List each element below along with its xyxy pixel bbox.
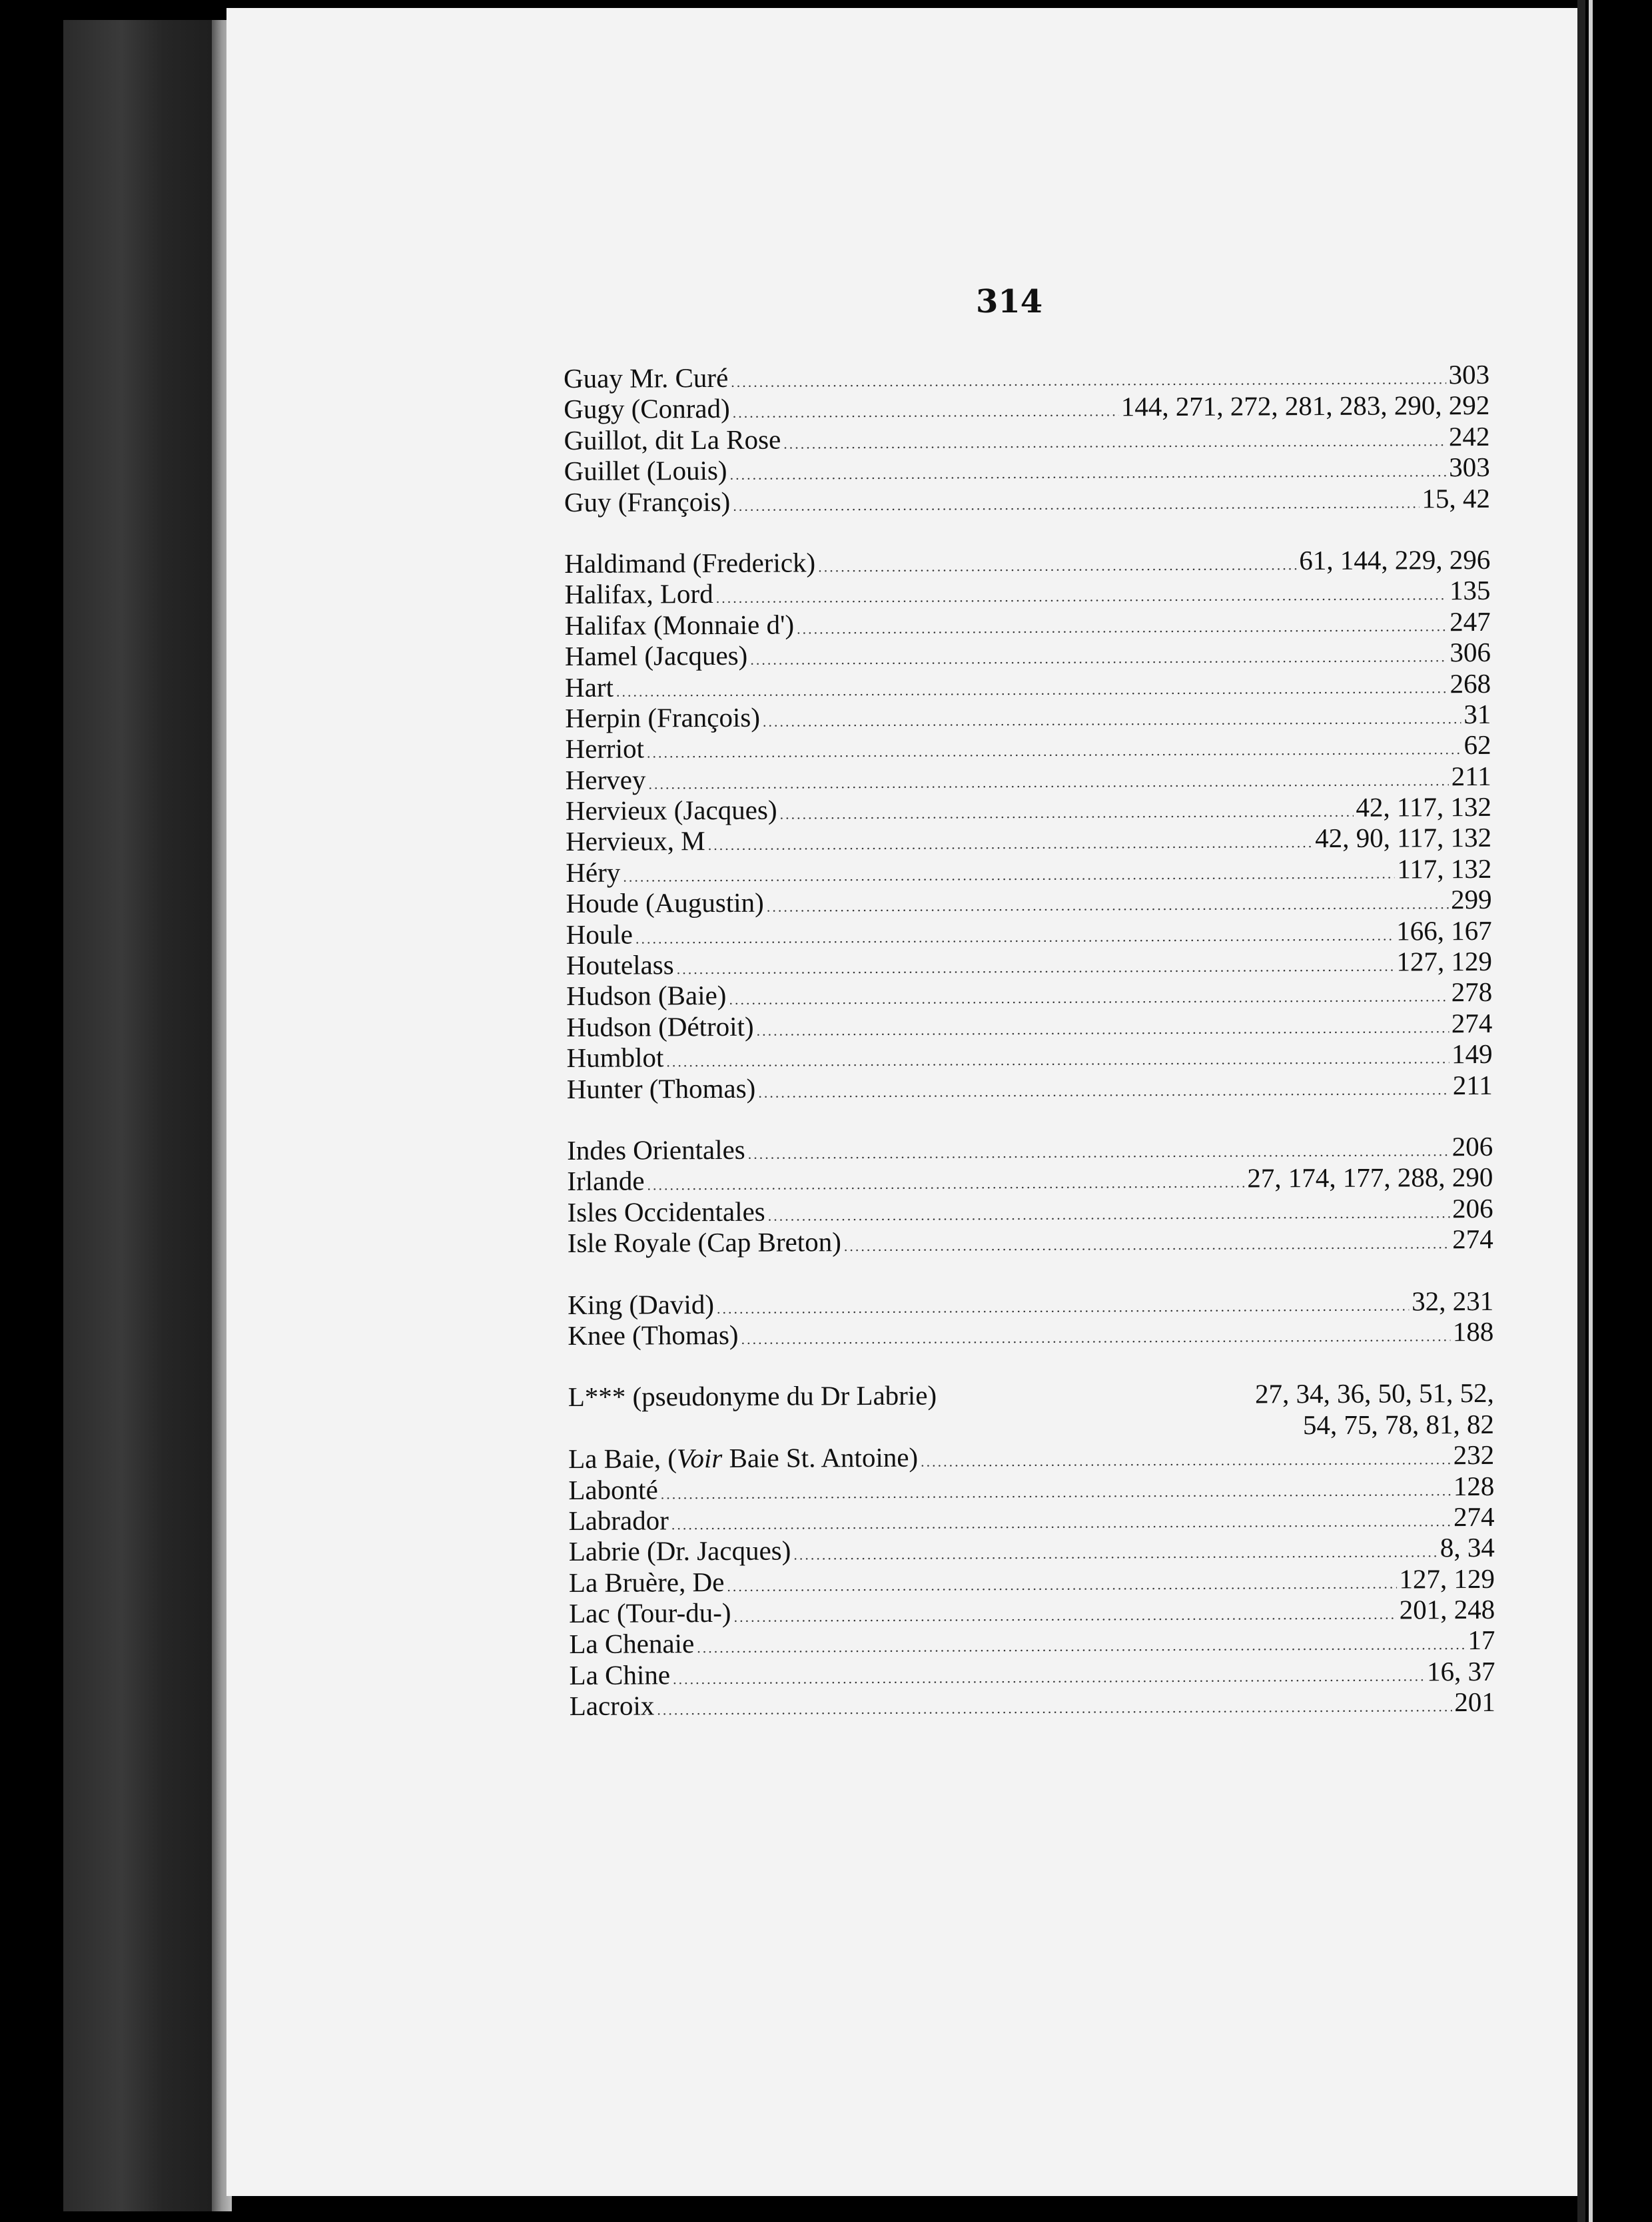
entry-name: Guay Mr. Curé [564,362,729,394]
leader-dots [673,1661,1424,1694]
leader-dots [647,734,1461,769]
entry-name: L*** (pseudonyme du Dr Labrie) [568,1379,937,1413]
leader-dots [666,1043,1449,1078]
entry-name: Houtelass [566,949,674,981]
entry-pages: 232 [1453,1439,1495,1471]
leader-dots [733,1599,1396,1633]
entry-name: Isle Royale (Cap Breton) [567,1226,841,1259]
index-entry [567,1131,1493,1166]
entry-pages: 16, 37 [1426,1655,1495,1687]
leader-dots [750,641,1447,675]
entry-name: Hudson (Baie) [566,980,727,1012]
leader-dots [708,828,1313,861]
entry-pages: 62 [1463,729,1491,761]
entry-name: Halifax (Monnaie d') [564,609,795,641]
entry-pages: 278 [1451,976,1493,1008]
leader-dots [797,611,1447,645]
entry-name: Hamel (Jacques) [564,639,748,672]
entry-name: La Bruère, De [568,1566,725,1598]
entry-pages: 8, 34 [1440,1532,1495,1563]
entry-name: Hervey [565,764,646,795]
entry-pages: 27, 174, 177, 288, 290 [1247,1162,1493,1194]
entry-name: Labrie (Dr. Jacques) [568,1535,791,1567]
entry-pages: 247 [1449,605,1491,637]
entry-pages: 128 [1453,1470,1495,1501]
entry-name: Haldimand (Frederick) [564,547,816,579]
entry-pages: 27, 34, 36, 50, 51, 52, [1254,1377,1494,1409]
leader-dots [757,1012,1449,1046]
entry-pages: 17 [1467,1625,1495,1656]
entry-pages: 42, 117, 132 [1356,791,1492,823]
leader-dots [768,1198,1450,1232]
entry-name: Gugy (Conrad) [564,393,730,425]
entry-name: Halifax, Lord [564,578,713,610]
entry-name: Herpin (François) [565,701,761,733]
entry-name: La Baie, (Voir Baie St. Antoine) [568,1441,919,1475]
page-number: 314 [976,283,1043,320]
entry-pages: 211 [1451,760,1491,791]
entry-name: Hunter (Thomas) [566,1072,756,1104]
leader-dots [717,1290,1409,1324]
entry-pages: 303 [1449,452,1490,483]
entry-pages: 206 [1451,1192,1493,1224]
entry-pages: 268 [1449,667,1491,699]
index-entry [564,359,1489,394]
book-spine [63,20,230,2211]
index-entry [564,544,1490,579]
entry-name: Héry [566,857,621,888]
entry-pages: 61, 144, 229, 296 [1299,544,1491,576]
leader-dots [727,1568,1396,1602]
leader-dots [729,456,1446,490]
entry-pages: 127, 129 [1399,1563,1495,1595]
leader-dots [793,1537,1438,1571]
leader-dots [733,396,1118,429]
entry-pages: 274 [1453,1501,1495,1533]
leader-dots [921,1444,1451,1477]
entry-name: Hudson (Détroit) [566,1010,754,1042]
entry-pages: 117, 132 [1397,853,1492,885]
entry-pages: 149 [1451,1038,1493,1070]
leader-dots [844,1228,1450,1262]
entry-name: Hervieux, M [566,825,705,857]
entry-name: Humblot [566,1042,664,1074]
leader-dots [716,580,1447,614]
entry-name: Labonté [568,1473,658,1505]
leader-dots [783,426,1446,460]
leader-dots [733,488,1419,522]
leader-dots [729,982,1448,1016]
entry-pages: 206 [1451,1130,1493,1162]
entry-name: King (David) [568,1288,715,1320]
leader-dots [657,1691,1451,1726]
entry-pages: 166, 167 [1396,915,1492,946]
entry-pages: 201 [1454,1686,1495,1718]
leader-dots [661,1475,1451,1510]
entry-pages: 144, 271, 272, 281, 283, 290, 292 [1120,390,1490,422]
index-list [564,359,1495,1722]
entry-pages: 31 [1463,698,1491,730]
leader-dots [677,951,1394,985]
index-entry [568,1285,1493,1319]
leader-dots [779,797,1353,830]
leader-dots [818,550,1296,583]
entry-pages: 299 [1450,884,1492,915]
entry-pages: 135 [1449,575,1491,606]
entry-pages: 32, 231 [1412,1285,1494,1317]
entry-name: Houde (Augustin) [566,887,764,919]
entry-pages: 242 [1448,420,1490,452]
entry-name: Lacroix [569,1690,655,1722]
entry-name: Isles Occidentales [567,1196,765,1228]
index-entry [568,1377,1494,1412]
entry-name: Indes Orientales [567,1134,745,1166]
entry-name: Guillot, dit La Rose [564,424,781,456]
entry-pages: 188 [1452,1315,1494,1347]
entry-name: Hervieux (Jacques) [565,794,777,827]
leader-dots [741,1321,1450,1355]
entry-pages: 303 [1448,358,1490,390]
leader-dots [767,889,1448,923]
entry-name: Labrador [568,1505,669,1536]
entry-pages: 42, 90, 117, 132 [1315,822,1492,854]
entry-pages-continuation: 54, 75, 78, 81, 82 [1302,1408,1495,1440]
entry-pages: 127, 129 [1396,945,1493,977]
page-edge-light [1589,0,1593,2222]
entry-name: Irlande [567,1165,645,1197]
leader-dots [763,703,1461,737]
entry-name: Hart [565,671,614,703]
entry-pages: 274 [1452,1224,1493,1255]
entry-pages: 201, 248 [1399,1593,1495,1625]
entry-pages: 274 [1451,1007,1493,1039]
leader-dots [758,1074,1450,1108]
entry-pages: 211 [1452,1069,1493,1100]
entry-name: Guy (François) [564,486,731,518]
leader-dots [697,1630,1465,1664]
page-edge [1577,0,1585,2222]
entry-name: Herriot [565,733,645,765]
index-entry [568,1439,1494,1474]
entry-name: Houle [566,919,633,950]
entry-pages: 306 [1449,637,1491,668]
entry-name: La Chenaie [569,1628,695,1660]
entry-name: Knee (Thomas) [568,1319,739,1351]
entry-name: Guillet (Louis) [564,455,727,487]
entry-pages: 15, 42 [1422,482,1490,514]
leader-dots [635,920,1394,954]
entry-name: La Chine [569,1659,671,1690]
entry-name: Lac (Tour-du-) [569,1597,731,1629]
